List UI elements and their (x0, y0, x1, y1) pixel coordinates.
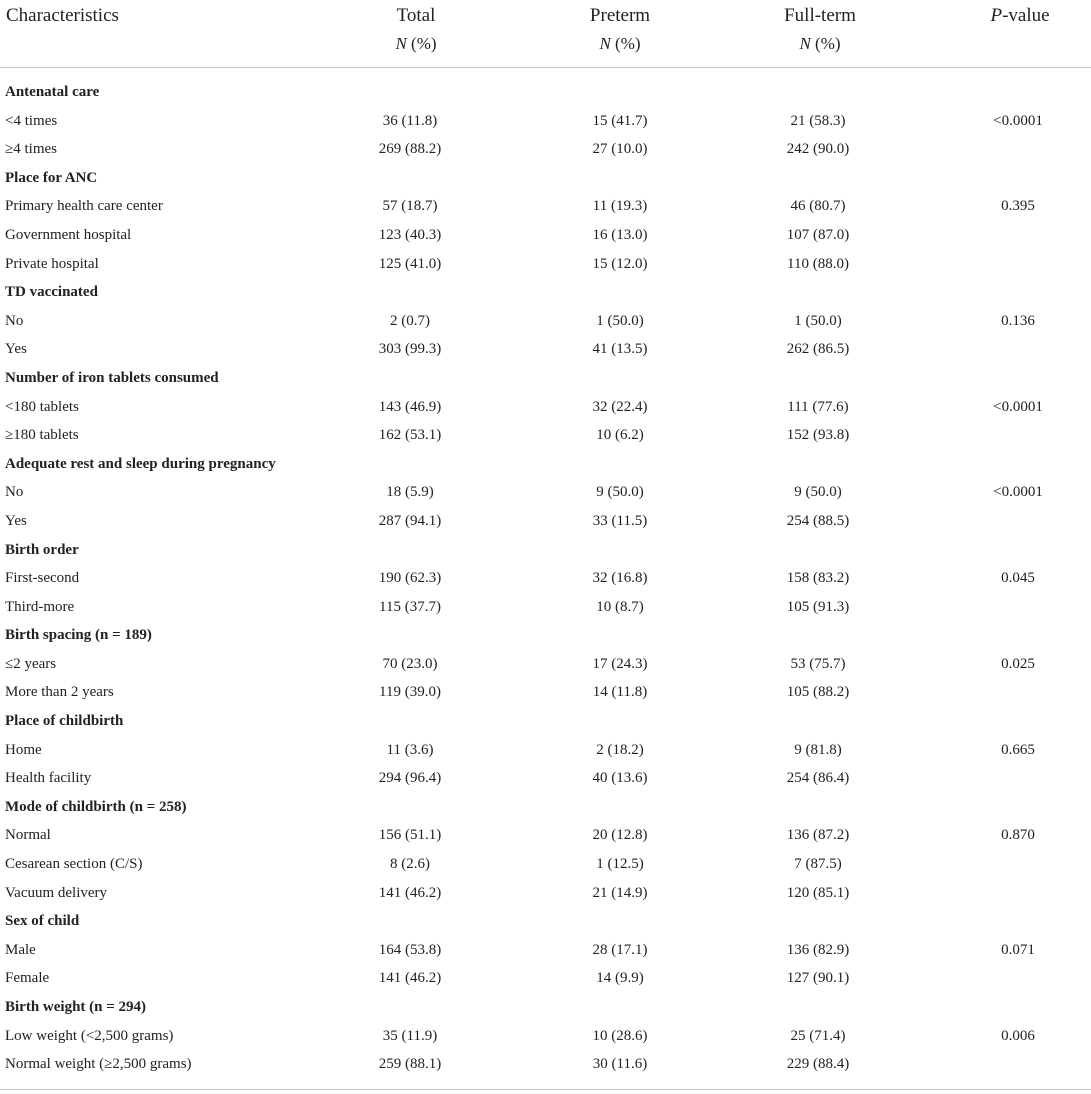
row-label: <4 times (5, 112, 58, 129)
header-pvalue (920, 2, 1091, 30)
row-label: Private hospital (5, 255, 99, 272)
cell-pvalue: 0.045 (1001, 570, 1035, 587)
table-row (0, 593, 1091, 622)
header-n-italic: N (799, 34, 811, 53)
cell-total: 123 (40.3) (378, 226, 442, 243)
cell-preterm: 17 (24.3) (592, 655, 648, 672)
cell-pvalue: 0.006 (1001, 1027, 1035, 1044)
row-label: Third-more (5, 598, 75, 615)
cell-preterm: 15 (41.7) (592, 112, 648, 129)
section-header-row (0, 536, 1091, 565)
header-n-italic: N (395, 34, 407, 53)
cell-preterm: 10 (28.6) (592, 1027, 648, 1044)
section-header-row (0, 993, 1091, 1022)
cell-preterm: 1 (12.5) (596, 856, 644, 873)
cell-total: 125 (41.0) (378, 255, 442, 272)
row-label: Government hospital (5, 226, 132, 243)
cell-total: 2 (0.7) (390, 312, 430, 329)
cell-total: 156 (51.1) (378, 827, 442, 844)
cell-fullterm: 9 (81.8) (794, 741, 842, 758)
table-row (0, 678, 1091, 707)
cell-fullterm: 21 (58.3) (790, 112, 846, 129)
row-label: No (5, 312, 24, 329)
table-row (0, 307, 1091, 336)
table-row (0, 507, 1091, 536)
cell-total: 294 (96.4) (378, 770, 442, 787)
cell-pvalue: <0.0001 (993, 398, 1043, 415)
cell-preterm: 41 (13.5) (592, 341, 648, 358)
cell-preterm: 16 (13.0) (592, 226, 648, 243)
section-title: Mode of childbirth (n = 258) (5, 798, 187, 815)
table-row (0, 478, 1091, 507)
section-header-row (0, 793, 1091, 822)
cell-preterm: 20 (12.8) (592, 827, 648, 844)
table-row (0, 936, 1091, 965)
section-header-row (0, 450, 1091, 479)
row-label: <180 tablets (5, 398, 79, 415)
header-total-unit (316, 30, 516, 58)
cell-preterm: 40 (13.6) (592, 770, 648, 787)
header-total-label: Total (396, 5, 436, 26)
cell-fullterm: 254 (86.4) (786, 770, 850, 787)
row-label: Male (5, 941, 36, 958)
section-header-row (0, 621, 1091, 650)
cell-fullterm: 254 (88.5) (786, 512, 850, 529)
cell-preterm: 14 (11.8) (592, 684, 648, 701)
cell-pvalue: 0.395 (1001, 198, 1035, 215)
header-n-rest: (%) (810, 34, 841, 53)
section-title: Antenatal care (5, 84, 100, 100)
section-title: Number of iron tablets consumed (5, 369, 219, 386)
cell-total: 269 (88.2) (378, 141, 442, 158)
table-row (0, 135, 1091, 164)
cell-pvalue: <0.0001 (993, 484, 1043, 501)
cell-fullterm: 110 (88.0) (787, 255, 849, 272)
cell-fullterm: 46 (80.7) (790, 198, 846, 215)
section-title: Place of childbirth (5, 713, 124, 730)
header-pvalue-rest: -value (1002, 5, 1050, 26)
row-label: Normal weight (≥2,500 grams) (5, 1056, 192, 1073)
cell-preterm: 14 (9.9) (596, 970, 644, 987)
table-bottom-rule (0, 1089, 1091, 1090)
cell-fullterm: 107 (87.0) (786, 226, 850, 243)
row-label: ≤2 years (5, 655, 57, 672)
cell-fullterm: 9 (50.0) (794, 484, 842, 501)
table-row (0, 764, 1091, 793)
cell-total: 141 (46.2) (378, 884, 442, 901)
row-label: No (5, 484, 24, 501)
cell-preterm: 30 (11.6) (592, 1056, 648, 1073)
cell-preterm: 15 (12.0) (592, 255, 648, 272)
cell-total: 287 (94.1) (378, 512, 442, 529)
cell-fullterm: 127 (90.1) (786, 970, 850, 987)
cell-total: 162 (53.1) (378, 427, 442, 444)
cell-fullterm: 242 (90.0) (786, 141, 850, 158)
section-title: Birth spacing (n = 189) (5, 627, 152, 644)
cell-fullterm: 262 (86.5) (786, 341, 850, 358)
table-row (0, 192, 1091, 221)
cell-pvalue: 0.025 (1001, 655, 1035, 672)
section-title: Place for ANC (5, 169, 98, 186)
cell-preterm: 11 (19.3) (592, 198, 648, 215)
header-fullterm (720, 2, 920, 58)
table-body (0, 78, 1091, 1079)
row-label: Yes (5, 341, 27, 358)
row-label: Cesarean section (C/S) (5, 856, 143, 873)
cell-fullterm: 25 (71.4) (790, 1027, 846, 1044)
section-title: Adequate rest and sleep during pregnancy (5, 455, 276, 472)
cell-fullterm: 229 (88.4) (786, 1056, 850, 1073)
cell-fullterm: 1 (50.0) (794, 312, 842, 329)
cell-total: 303 (99.3) (378, 341, 442, 358)
cell-fullterm: 53 (75.7) (790, 655, 846, 672)
table-row (0, 1022, 1091, 1051)
row-label: First-second (5, 570, 80, 587)
cell-fullterm: 7 (87.5) (794, 856, 842, 873)
cell-preterm: 9 (50.0) (596, 484, 644, 501)
cell-pvalue: 0.071 (1001, 941, 1035, 958)
cell-total: 36 (11.8) (382, 112, 438, 129)
table-row (0, 564, 1091, 593)
cell-fullterm: 111 (77.6) (787, 398, 849, 415)
header-total (316, 2, 516, 58)
header-preterm-label: Preterm (589, 5, 651, 26)
cell-preterm: 1 (50.0) (596, 312, 644, 329)
row-label: ≥180 tablets (5, 427, 79, 444)
table-row (0, 107, 1091, 136)
row-label: Normal (5, 827, 51, 844)
header-pvalue-italic: P (990, 5, 1003, 26)
cell-total: 259 (88.1) (378, 1056, 442, 1073)
header-fullterm-unit (720, 30, 920, 58)
table-row (0, 393, 1091, 422)
row-label: Low weight (<2,500 grams) (5, 1027, 174, 1044)
row-label: ≥4 times (5, 141, 57, 158)
section-title: Birth weight (n = 294) (5, 999, 147, 1015)
row-label: Home (5, 741, 42, 758)
table-row (0, 1050, 1091, 1079)
cell-total: 11 (3.6) (386, 741, 434, 758)
cell-preterm: 10 (6.2) (596, 427, 644, 444)
cell-fullterm: 120 (85.1) (786, 884, 850, 901)
cell-total: 18 (5.9) (386, 484, 434, 501)
row-label: Female (5, 970, 50, 987)
cell-preterm: 2 (18.2) (596, 741, 644, 758)
header-preterm-unit (520, 30, 720, 58)
cell-fullterm: 105 (91.3) (786, 598, 850, 615)
cell-pvalue: 0.665 (1001, 741, 1035, 758)
section-title: Sex of child (5, 913, 80, 930)
cell-total: 141 (46.2) (378, 970, 442, 987)
table-row (0, 821, 1091, 850)
header-characteristics: Characteristics (6, 5, 119, 26)
cell-preterm: 10 (8.7) (596, 598, 644, 615)
cell-fullterm: 136 (82.9) (786, 941, 850, 958)
row-label: Health facility (5, 770, 92, 787)
cell-total: 57 (18.7) (382, 198, 438, 215)
cell-total: 190 (62.3) (378, 570, 442, 587)
table-header (0, 0, 1091, 68)
cell-fullterm: 158 (83.2) (786, 570, 850, 587)
header-preterm (520, 2, 720, 58)
cell-pvalue: <0.0001 (993, 112, 1043, 129)
cell-preterm: 32 (22.4) (592, 398, 648, 415)
cell-preterm: 28 (17.1) (592, 941, 648, 958)
section-title: TD vaccinated (5, 284, 98, 301)
cell-total: 35 (11.9) (382, 1027, 438, 1044)
table-row (0, 736, 1091, 765)
row-label: Yes (5, 512, 27, 529)
cell-total: 8 (2.6) (390, 856, 430, 873)
row-label: Primary health care center (5, 198, 163, 215)
cell-total: 164 (53.8) (378, 941, 442, 958)
section-header-row (0, 78, 1091, 107)
header-fullterm-label: Full-term (784, 5, 856, 26)
cell-pvalue: 0.136 (1001, 312, 1035, 329)
table-row (0, 221, 1091, 250)
header-n-rest: (%) (406, 34, 437, 53)
header-n-rest: (%) (610, 34, 641, 53)
cell-total: 119 (39.0) (379, 684, 441, 701)
table-row (0, 964, 1091, 993)
table-row (0, 421, 1091, 450)
cell-preterm: 32 (16.8) (592, 570, 648, 587)
row-label: More than 2 years (5, 684, 114, 701)
section-header-row (0, 278, 1091, 307)
section-header-row (0, 707, 1091, 736)
cell-total: 115 (37.7) (379, 598, 441, 615)
table-row (0, 250, 1091, 279)
table-row (0, 879, 1091, 908)
cell-total: 143 (46.9) (378, 398, 442, 415)
cell-fullterm: 136 (87.2) (786, 827, 850, 844)
cell-preterm: 33 (11.5) (592, 512, 648, 529)
header-n-italic: N (599, 34, 611, 53)
cell-total: 70 (23.0) (382, 655, 438, 672)
header-rule (0, 67, 1091, 68)
table-row (0, 650, 1091, 679)
cell-fullterm: 105 (88.2) (786, 684, 850, 701)
section-header-row (0, 364, 1091, 393)
section-header-row (0, 907, 1091, 936)
cell-preterm: 21 (14.9) (592, 884, 648, 901)
row-label: Vacuum delivery (5, 884, 108, 901)
table-row (0, 850, 1091, 879)
section-title: Birth order (5, 541, 79, 558)
table-row (0, 335, 1091, 364)
cell-pvalue: 0.870 (1001, 827, 1035, 844)
section-header-row (0, 164, 1091, 193)
cell-fullterm: 152 (93.8) (786, 427, 850, 444)
cell-preterm: 27 (10.0) (592, 141, 648, 158)
